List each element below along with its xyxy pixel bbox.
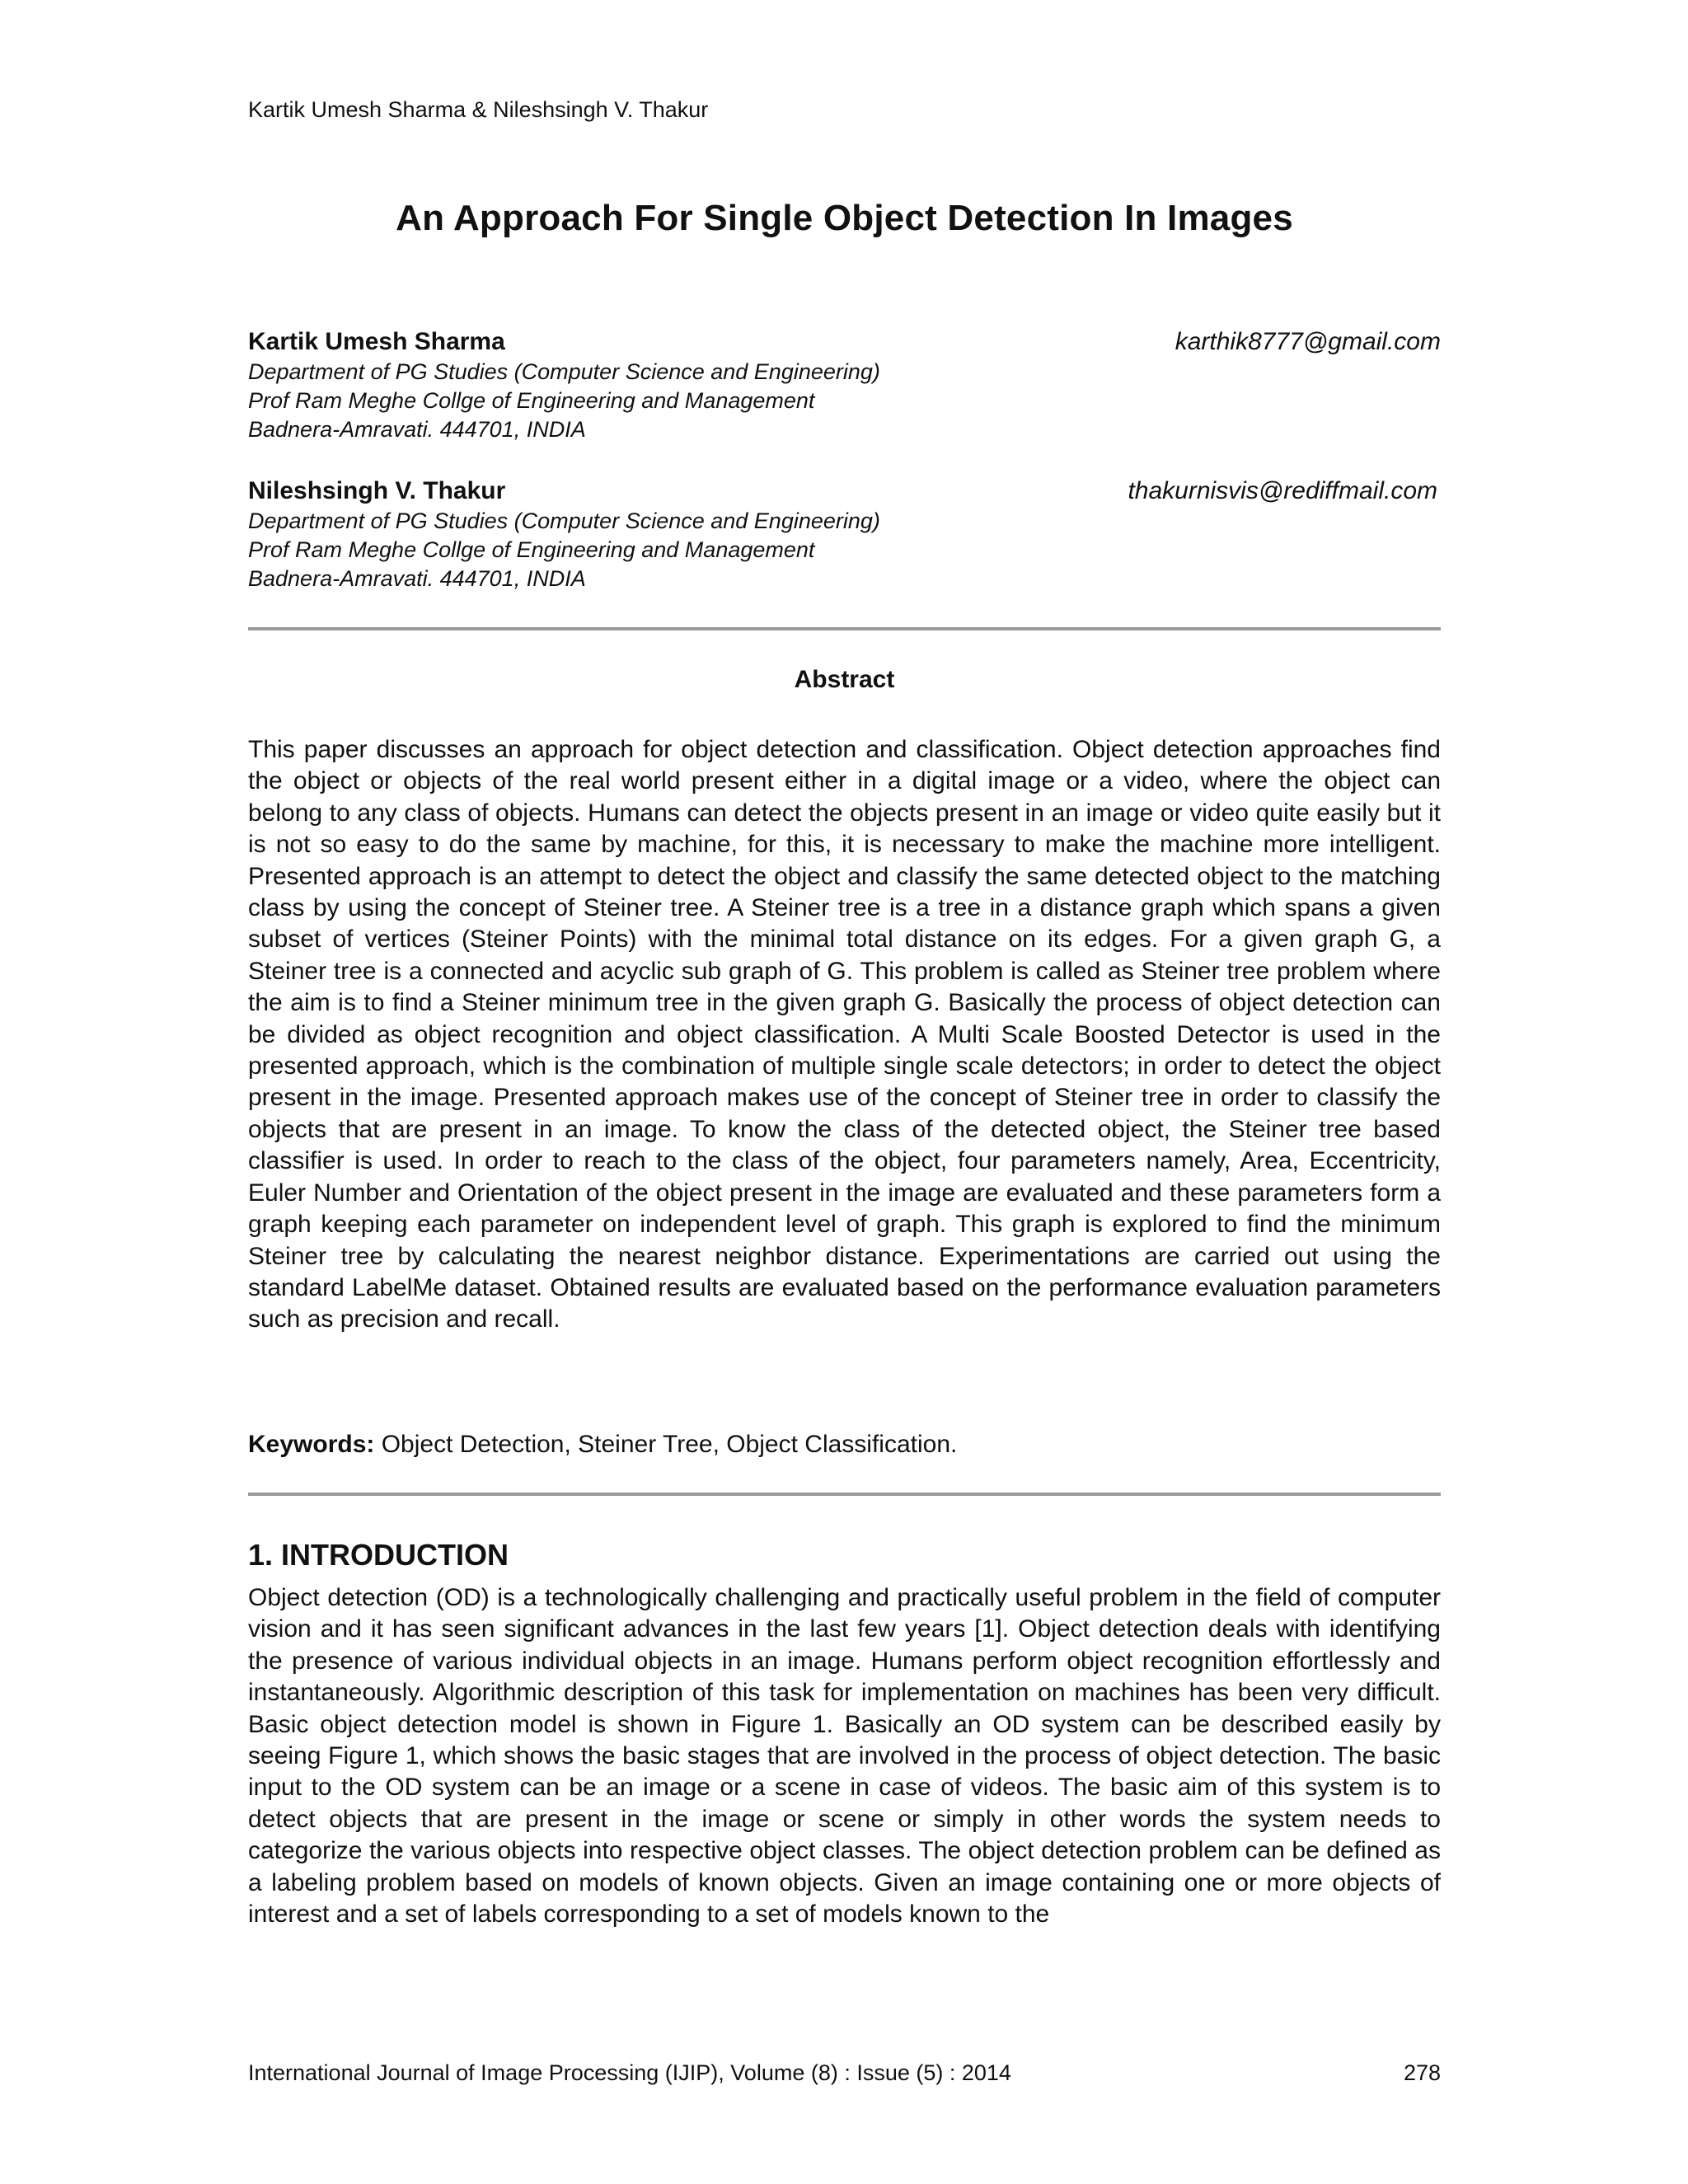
section-text: Object detection (OD) is a technologically challenging and practically useful problem in the field of computer vision and it has seen significant advances in the last few years [1]. Object detection deals with identifying the presence of various individual objects in an image. Humans perform object recognition effortlessly and instantaneously. Algorithmic description of this task for implementation on machines has been very difficult. Basic object detection model is shown in Figure 1. Basically an OD system can be described easily by seeing Figure 1, which shows the basic stages that are involved in the process of object detection. The basic input to the OD system can be an image or a scene in case of videos. The basic aim of this system is to detect objects that are present in the image or scene or simply in other words the system needs to categorize the various objects into respective object classes. The object detection problem can be defined as a labeling problem based on models of known objects. Given an image containing one or more objects of interest and a set of labels corresponding to a set of models known to the: [248, 1584, 1441, 1929]
author-affiliation: [248, 507, 1441, 593]
footer-page-number: 278: [1403, 2060, 1441, 2085]
author-email: karthik8777@gmail.com: [1175, 328, 1441, 355]
abstract-heading: Abstract: [794, 666, 895, 693]
author-block-2: [248, 477, 1441, 593]
affiliation-line: Department of PG Studies (Computer Science and Engineering): [248, 509, 880, 533]
author-name: Nileshsingh V. Thakur: [248, 477, 506, 504]
keywords-label: Keywords:: [248, 1431, 375, 1458]
running-head: Kartik Umesh Sharma & Nileshsingh V. Thakur: [248, 97, 709, 122]
keywords: [248, 1431, 1441, 1459]
footer-journal: International Journal of Image Processing (IJIP), Volume (8) : Issue (5) : 2014: [248, 2060, 1011, 2085]
affiliation-line: Prof Ram Meghe Collge of Engineering and Management: [248, 537, 815, 562]
author-email: thakurnisvis@rediffmail.com: [1128, 477, 1437, 504]
author-name: Kartik Umesh Sharma: [248, 328, 505, 355]
affiliation-line: Prof Ram Meghe Collge of Engineering and Management: [248, 388, 815, 413]
paper-title: An Approach For Single Object Detection In Images: [396, 198, 1293, 238]
affiliation-line: Badnera-Amravati. 444701, INDIA: [248, 417, 586, 442]
abstract-text: This paper discusses an approach for object detection and classification. Object detection approaches find the object or objects of the real world present either in a digital image or a video, where the object can belong to any class of objects. Humans can detect the objects present in an image or video quite easily but it is not so easy to do the same by machine, for this, it is necessary to make the machine more intelligent. Presented approach is an attempt to detect the object and classify the same detected object to the matching class by using the concept of Steiner tree. A Steiner tree is a tree in a distance graph which spans a given subset of vertices (Steiner Points) with the minimal total distance on its edges. For a given graph G, a Steiner tree is a connected and acyclic sub graph of G. This problem is called as Steiner tree problem where the aim is to find a Steiner minimum tree in the given graph G. Basically the process of object detection can be divided as object recognition and object classification. A Multi Scale Boosted Detector is used in the presented approach, which is the combination of multiple single scale detectors; in order to detect the object present in the image. Presented approach makes use of the concept of Steiner tree in order to classify the objects that are present in an image. To know the class of the detected object, the Steiner tree based classifier is used. In order to reach to the class of the object, four parameters namely, Area, Eccentricity, Euler Number and Orientation of the object present in the image are evaluated and these parameters form a graph keeping each parameter on independent level of graph. This graph is explored to find the minimum Steiner tree by calculating the nearest neighbor distance. Experimentations are carried out using the standard LabelMe dataset. Obtained results are evaluated based on the performance evaluation parameters such as precision and recall.: [248, 736, 1441, 1333]
affiliation-line: Badnera-Amravati. 444701, INDIA: [248, 566, 586, 591]
author-affiliation: [248, 358, 1441, 444]
keywords-text: Object Detection, Steiner Tree, Object Classification.: [374, 1431, 958, 1458]
section-heading: 1. INTRODUCTION: [248, 1538, 509, 1572]
affiliation-line: Department of PG Studies (Computer Science and Engineering): [248, 359, 880, 384]
divider-rule: [248, 1493, 1441, 1496]
author-block-1: [248, 328, 1441, 444]
divider-rule: [248, 627, 1441, 630]
